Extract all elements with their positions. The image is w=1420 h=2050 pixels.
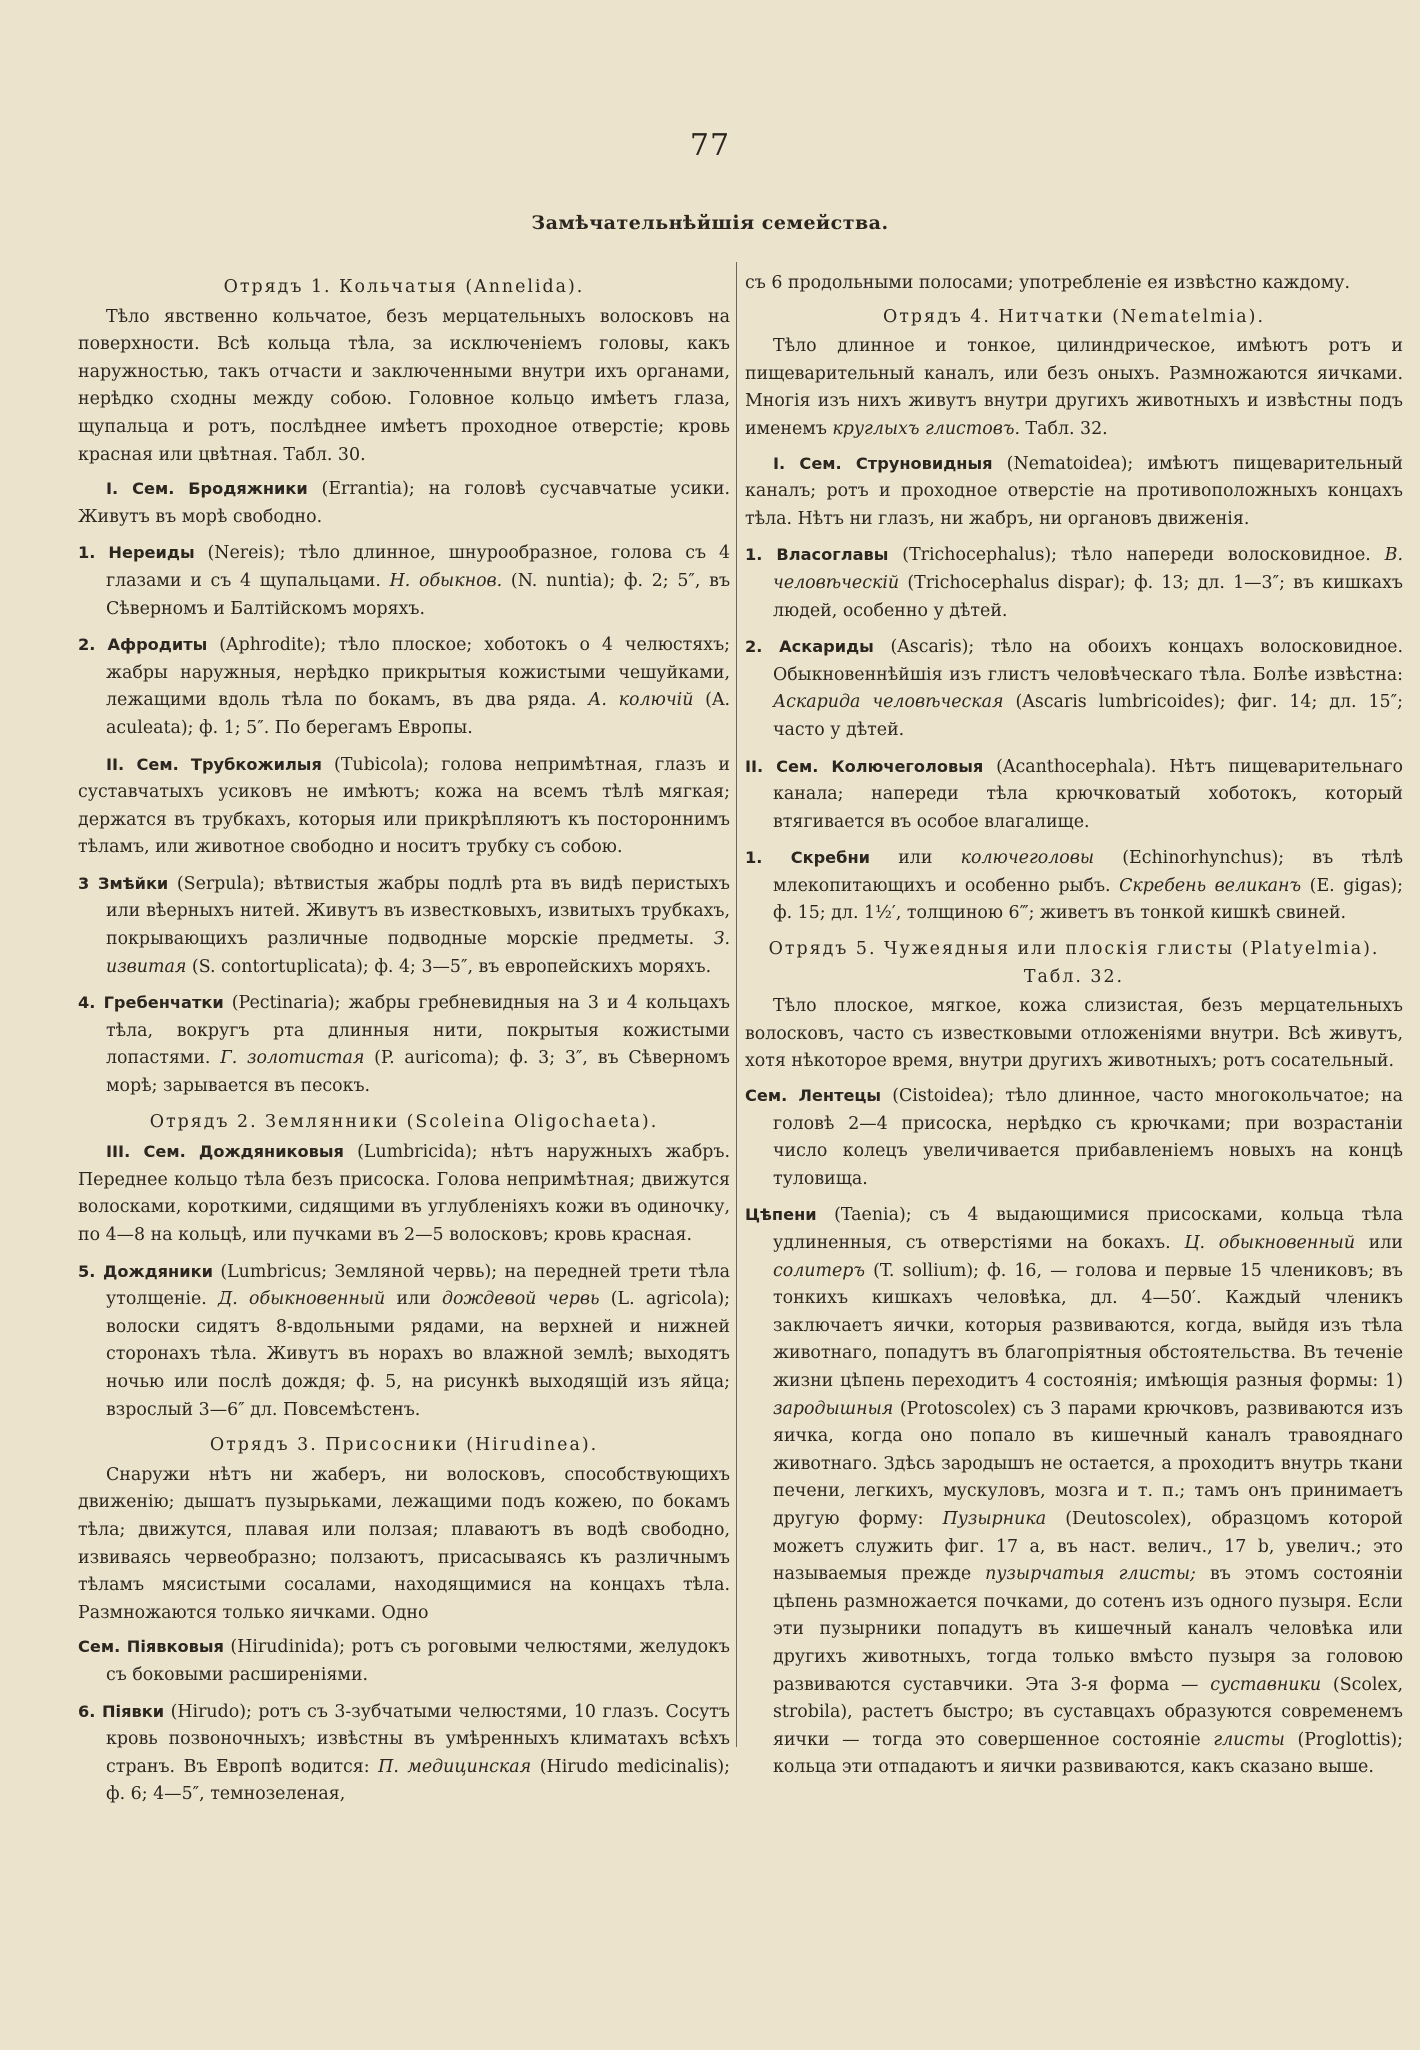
family-entry: I. Сем. Бродяжники (Errantia); на головѣ сусчавчатые усики. Живутъ въ морѣ свободно. [78, 479, 730, 527]
genus-name: 3 Змѣйки [78, 873, 169, 893]
genus-entry: Цѣпени (Taenia); съ 4 выдающимися присосками, кольца тѣла удлиненныя, съ отверстіями на бокахъ. Ц. обыкновенный или солитеръ (T. sollium); ф. 16, — голова и первые 15 члениковъ; въ тонкихъ кишкахъ человѣка, дл. 4—50′. Каждый членикъ заключаетъ яички, которыя развиваются, когда, выйдя изъ тѣла животнаго, попадутъ въ благопріятныя обстоятельства. Въ теченіе жизни цѣпень переходитъ 4 состоянія; имѣющія разныя формы: 1) зародышныя (Protoscolex) съ 3 парами крючковъ, развиваются изъ яичка, когда оно попало въ кишечный каналъ травояднаго животнаго. Здѣсь зародышъ не остается, а проходитъ внутрь ткани печени, легкихъ, мускуловъ, мозга и т. п.; тамъ онъ принимаетъ другую форму: Пузырника (Deutoscolex), образцомъ которой можетъ служить фиг. 17 a, въ наст. велич., 17 b, увелич.; это называемыя прежде пузырчатыя глисты; въ этомъ состояніи цѣпень размножается почками, до сотенъ изъ одного пузыря. Если эти пузырники попадутъ въ кишечный каналъ человѣка или другихъ животныхъ, тогда только вмѣсто пузыря за головою развиваются суставчики. Эта 3-я форма — суставники (Scolex, strobila), растетъ быстро; въ суставцахъ образуются современемъ яички — тогда это совершенное состояніе глисты (Proglottis); кольца эти отпадаютъ и яички развиваются, какъ сказано выше. [745, 1205, 1404, 1778]
genus-name: 1. Власоглавы [745, 545, 889, 565]
right-column [745, 270, 1403, 1790]
order-heading-annelida: Отрядъ 1. Кольчатыя (Annelida). [223, 277, 585, 297]
page-number: 77 [689, 128, 731, 163]
genus-name: 5. Дождяники [78, 1261, 213, 1281]
genus-name: 2. Афродиты [78, 635, 208, 655]
genus-entry: 1. Скребни или колючеголовы (Echinorhynchus); въ тѣлѣ млекопитающихъ и особенно рыбъ. Скребень великанъ (E. gigas); ф. 15; дл. 1½′, толщиною 6‴; живетъ въ тонкой кишкѣ свиней. [745, 848, 1404, 924]
order-description: Тѣло плоское, мягкое, кожа слизистая, безъ мерцательныхъ волосковъ, часто съ известковыми отложеніями внутри. Всѣ живутъ, хотя нѣкоторое время, внутри другихъ животныхъ; ротъ сосательный. [745, 996, 1403, 1072]
order-description: Тѣло длинное и тонкое, цилиндрическое, имѣютъ ротъ и пищеварительный каналъ, или безъ оныхъ. Размножаются яичками. Многія изъ нихъ живутъ внутри другихъ животныхъ и извѣстны подъ именемъ круглыхъ глистовъ. Табл. 32. [745, 336, 1403, 439]
family-name: Бродяжники [188, 479, 308, 499]
family-entry: II. Сем. Трубкожилыя (Tubicola); голова непримѣтная, глазъ и суставчатыхъ усиковъ не имѣютъ; кожа на всемъ тѣлѣ мягкая; держатся въ трубкахъ, которыя или прикрѣпляютъ къ постороннимъ тѣламъ, или животное свободно и носитъ трубку съ собою. [78, 754, 731, 858]
genus-entry: 1. Власоглавы (Trichocephalus); тѣло напереди волосковидное. В. человѣческій (Trichocephalus dispar); ф. 13; дл. 1—3″; въ кишкахъ людей, особенно у дѣтей. [745, 545, 1403, 621]
family-entry: Сем. Лентецы (Cistoidea); тѣло длинное, часто многокольчатое; на головѣ 2—4 присоска, нерѣдко съ крючками; при возрастаніи число колецъ увеличивается прибавленіемъ новыхъ на концѣ туловища. [745, 1086, 1404, 1189]
family-name: Сем. Піявковыя [78, 1637, 224, 1657]
order-heading-scoleina: Отрядъ 2. Землянники (Scoleina Oligochaeta). [149, 1111, 659, 1132]
order-heading-hirudinea: Отрядъ 3. Присосники (Hirudinea). [209, 1435, 599, 1456]
genus-name: 4. Гребенчатки [78, 993, 224, 1013]
genus-name: 1. Скребни [745, 848, 870, 868]
family-name: II. Сем. Колючеголовыя [745, 756, 984, 776]
order-heading-nematelmia: Отрядъ 4. Нитчатки (Nematelmia). [883, 306, 1265, 327]
family-entry: III. Сем. Дождяниковыя (Lumbricida); нѣтъ наружныхъ жабръ. Переднее кольцо тѣла безъ присоска. Голова непримѣтная; движутся волосками, короткими, сидящими въ углубленіяхъ кожи въ одиночку, по 4—8 на кольцѣ, или пучками въ 2—5 волосковъ; кровь красная. [78, 1142, 731, 1245]
genus-name: 6. Піявки [78, 1701, 165, 1721]
column-divider [736, 262, 737, 1747]
order-description: Снаружи нѣтъ ни жаберъ, ни волосковъ, способствующихъ движенію; дышатъ пузырьками, лежащими подъ кожею, по бокамъ тѣла; движутся, плавая или ползая; плаваютъ въ водѣ свободно, извиваясь червеобразно; ползаютъ, присасываясь къ различнымъ тѣламъ мясистыми сосалами, находящимися на концахъ тѣла. Размножаются только яичками. Одно [78, 1464, 730, 1623]
genus-name: 1. Нереиды [78, 543, 195, 563]
genus-name: 2. Аскариды [745, 637, 874, 657]
order-description: Тѣло явственно кольчатое, безъ мерцательныхъ волосковъ на поверхности. Всѣ кольца тѣла, за исключеніемъ головы, какъ наружностью, такъ отчасти и заключенными внутри ихъ органами, нерѣдко сходны между собою. Головное кольцо имѣетъ глаза, щупальца и ротъ, послѣднее имѣетъ проходное отверстіе; кровь красная или цвѣтная. Табл. 30. [78, 306, 730, 465]
genus-entry: 3 Змѣйки (Serpula); вѣтвистыя жабры подлѣ рта въ видѣ перистыхъ или вѣерныхъ нитей. Живутъ въ известковыхъ, извитыхъ трубкахъ, покрывающихъ различные подводные морскіе предметы. З. извитая (S. contortuplicata); ф. 4; 3—5″, въ европейскихъ моряхъ. [78, 873, 730, 977]
family-entry: I. Сем. Струновидныя (Nematoidea); имѣютъ пищеварительный каналъ; ротъ и проходное отверстіе на противоположныхъ концахъ тѣла. Нѣтъ ни глазъ, ни жабръ, ни органовъ движенія. [745, 453, 1403, 529]
family-name: Дождяниковыя [198, 1142, 344, 1162]
family-entry: Сем. Піявковыя (Hirudinida); ротъ съ роговыми челюстями, желудокъ съ боковыми расширеніями. [78, 1637, 730, 1685]
genus-entry: 1. Нереиды (Nereis); тѣло длинное, шнурообразное, голова съ 4 глазами и съ 4 щупальцами. Н. обыкнов. (N. nuntia); ф. 2; 5″, въ Сѣверномъ и Балтійскомъ моряхъ. [78, 543, 731, 619]
left-column [78, 270, 730, 1817]
order-heading-platyelmia: Отрядъ 5. Чужеядныя или плоскія глисты (Platyelmia). Табл. 32. [768, 939, 1380, 987]
family-name: Трубкожилыя [190, 754, 322, 774]
family-name: I. Сем. Струновидныя [773, 453, 993, 473]
section-title: Замѣчательнѣйшія семейства. [531, 212, 889, 234]
continued-text: съ 6 продольными полосами; употребленіе ея извѣстно каждому. [745, 273, 1350, 293]
genus-entry: 6. Піявки (Hirudo); ротъ съ 3-зубчатыми челюстями, 10 глазъ. Сосутъ кровь позвоночныхъ; извѣстны въ умѣренныхъ климатахъ всѣхъ странъ. Въ Европѣ водится: П. медицинская (Hirudo medicinalis); ф. 6; 4—5″, темнозеленая, [78, 1701, 731, 1805]
genus-entry: 2. Аскариды (Ascaris); тѣло на обоихъ концахъ волосковидное. Обыкновеннѣйшія изъ глистъ человѣческаго тѣла. Болѣе извѣстна: Аскарида человѣческая (Ascaris lumbricoides); фиг. 14; дл. 15″; часто у дѣтей. [745, 637, 1403, 740]
genus-entry: 5. Дождяники (Lumbricus; Земляной червь); на передней трети тѣла утолщеніе. Д. обыкновенный или дождевой червь (L. agricola); волоски сидятъ 8-вдольными рядами, на верхней и нижней сторонахъ тѣла. Живутъ въ норахъ во влажной землѣ; выходятъ ночью или послѣ дождя; ф. 5, на рисункѣ выходящій изъ яйца; взрослый 3—6″ дл. Повсемѣстенъ. [78, 1261, 731, 1420]
family-entry: II. Сем. Колючеголовыя (Acanthocephala). Нѣтъ пищеварительнаго канала; напереди тѣла крючковатый хоботокъ, который втягивается въ особое влагалище. [745, 756, 1403, 832]
family-name: Сем. Лентецы [745, 1086, 882, 1106]
genus-entry: 4. Гребенчатки (Pectinaria); жабры гребневидныя на 3 и 4 кольцахъ тѣла, вокругъ рта длинныя нити, покрытыя кожистыми лопастями. Г. золотистая (P. auricoma); ф. 3; 3″, въ Сѣверномъ морѣ; зарывается въ песокъ. [78, 993, 730, 1097]
genus-entry: 2. Афродиты (Aphrodite); тѣло плоское; хоботокъ о 4 челюстяхъ; жабры наружныя, нерѣдко прикрытыя кожистыми чешуйками, лежащими вдоль тѣла по бокамъ, въ два ряда. А. колючій (A. aculeata); ф. 1; 5″. По берегамъ Европы. [78, 635, 731, 738]
genus-name: Цѣпени [745, 1205, 817, 1225]
